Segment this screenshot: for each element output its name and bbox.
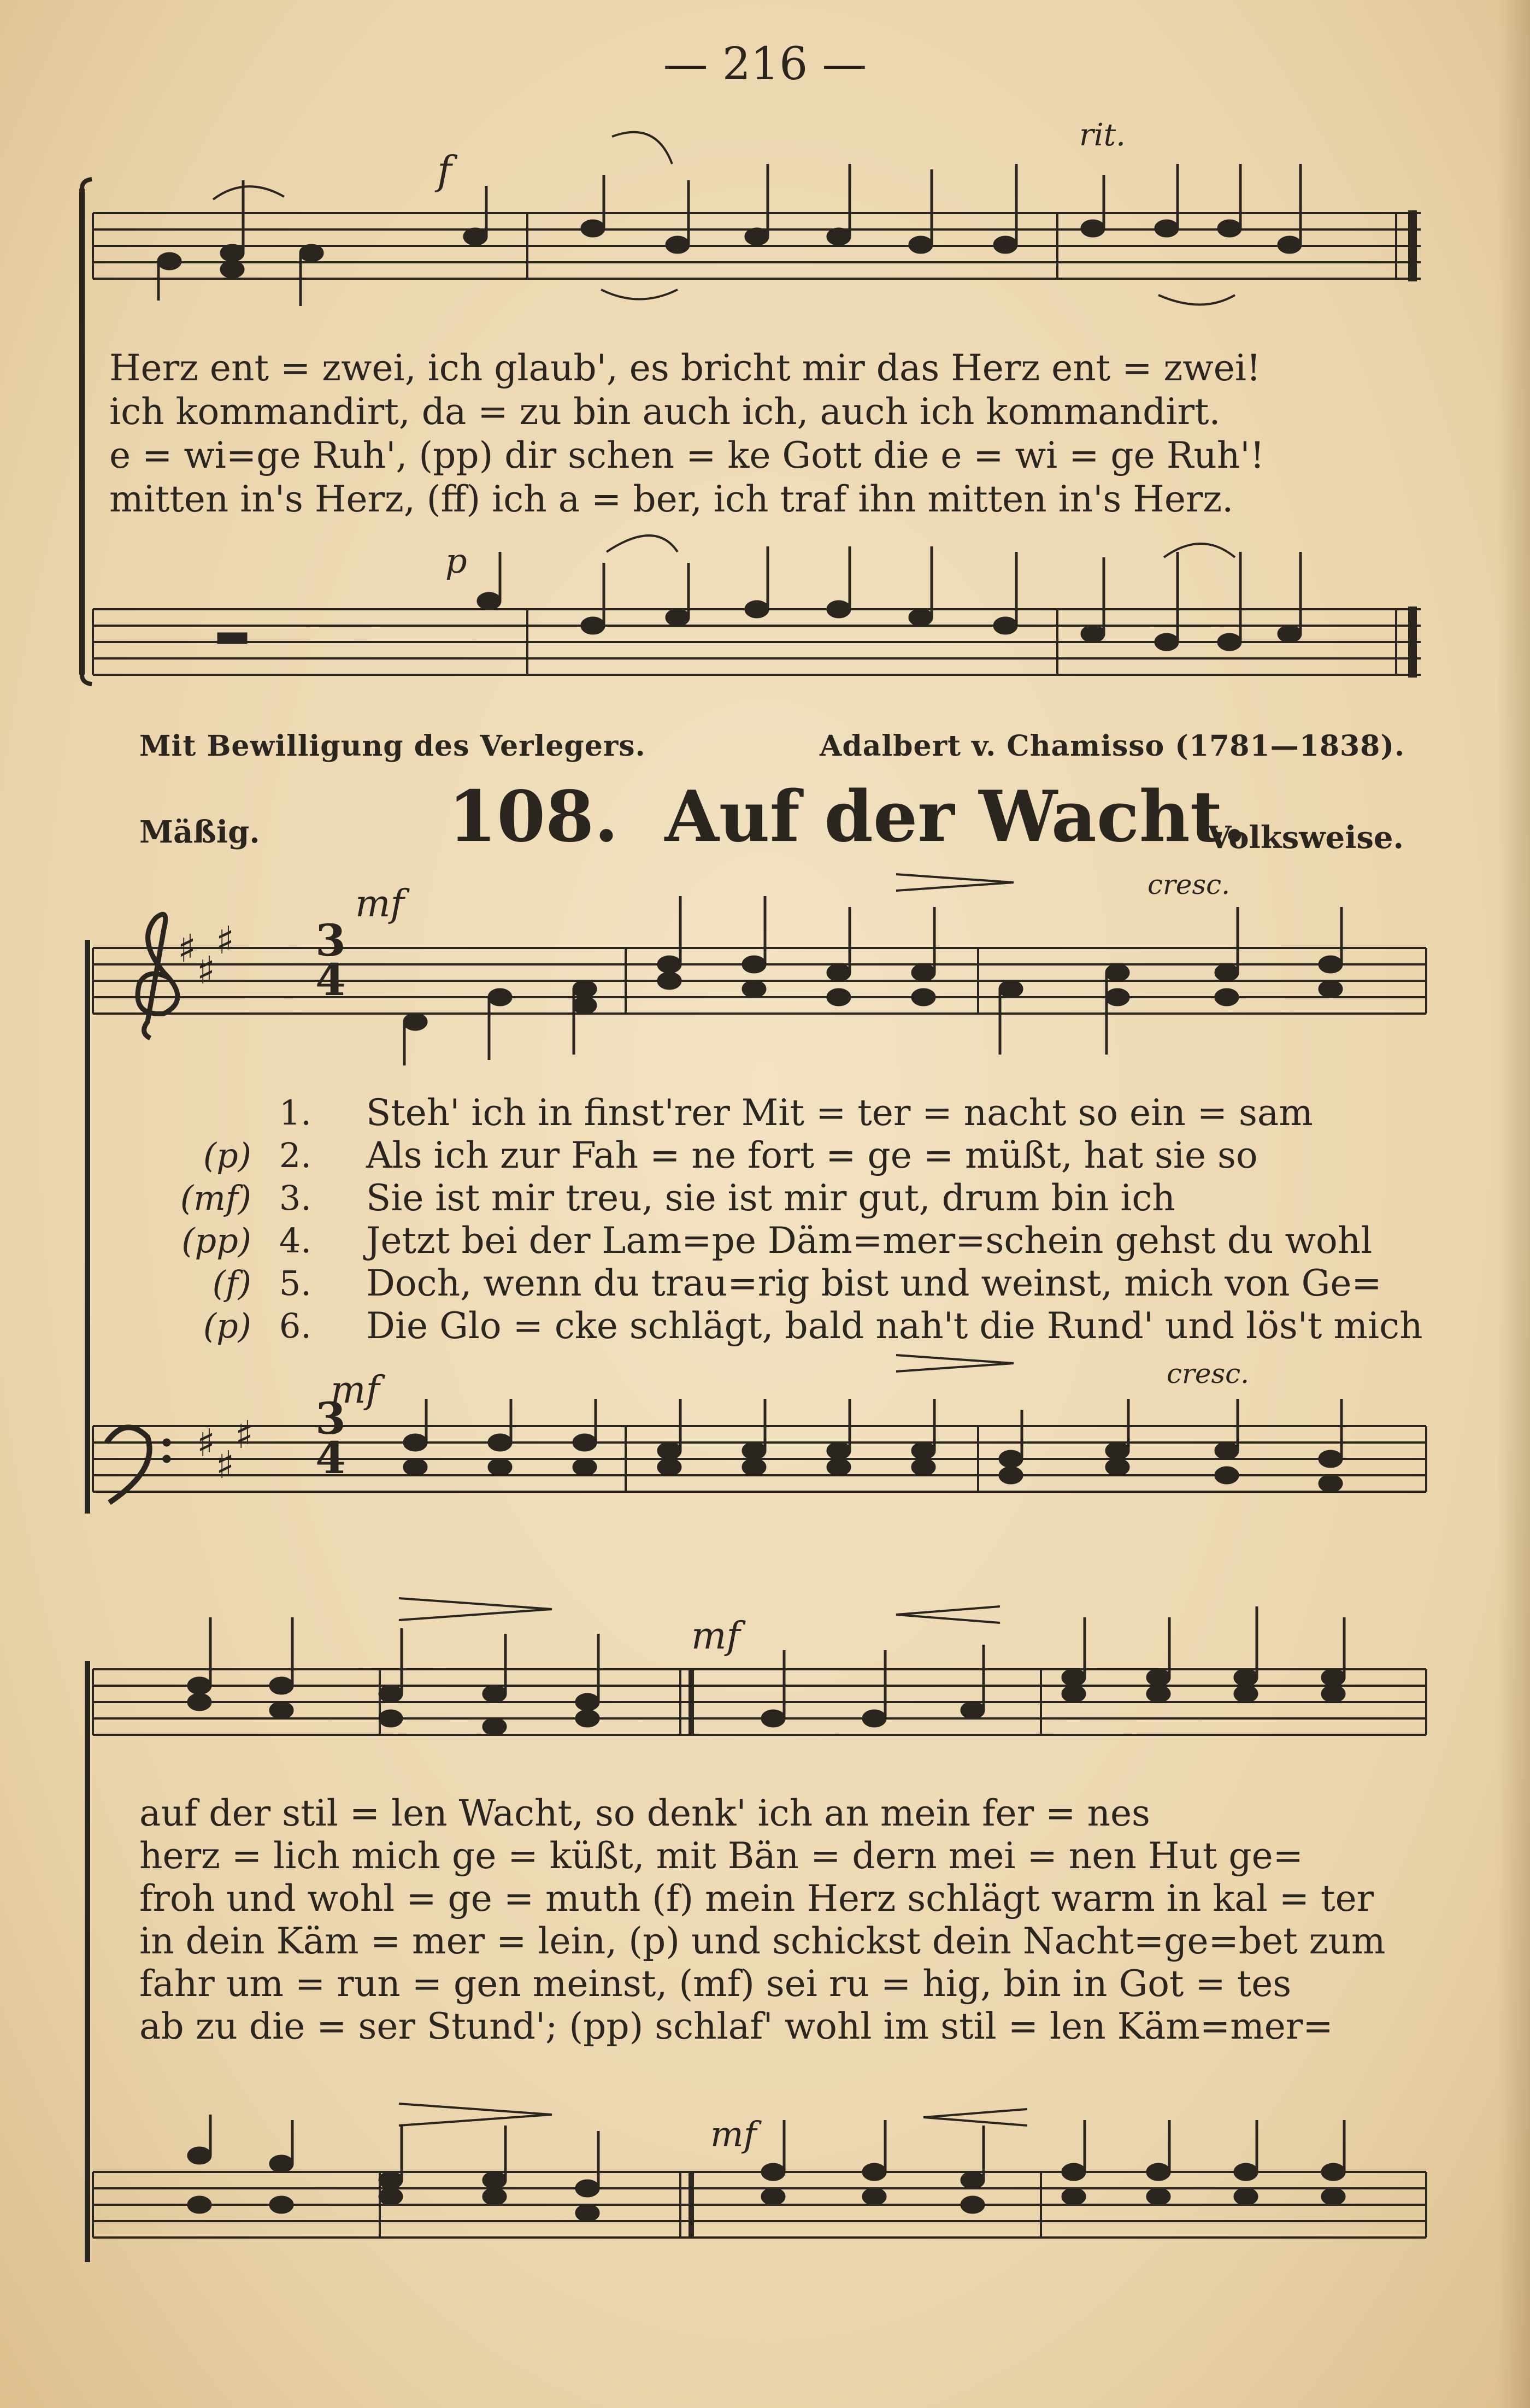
time-sig-bottom: 4	[315, 954, 346, 1005]
song-origin: Volksweise.	[1208, 820, 1404, 856]
verse-text: in dein Käm = mer = lein, (p) und schickst dein Nacht=ge=bet zum	[139, 1920, 1386, 1962]
verse-dynamic: (p)	[203, 1135, 251, 1175]
verse-dynamic: (mf)	[180, 1178, 251, 1218]
song-title: Auf der Wacht.	[664, 776, 1247, 858]
verse-text: Jetzt bei der Lam=pe Däm=mer=schein gehst du wohl	[366, 1220, 1373, 1262]
verse-dynamic: (p)	[203, 1306, 251, 1346]
verse-text: Doch, wenn du trau=rig bist und weinst, mich von Ge=	[366, 1262, 1382, 1304]
dynamic-marking-piano: p	[445, 541, 467, 581]
verse-number: 2.	[279, 1135, 311, 1175]
lyric-line: ich kommandirt, da = zu bin auch ich, auch ich kommandirt.	[109, 391, 1221, 433]
svg-text:♯: ♯	[216, 1443, 234, 1487]
lyric-line: mitten in's Herz, (ff) ich a = ber, ich traf ihn mitten in's Herz.	[109, 478, 1234, 520]
dynamic-mezzo-forte-system2-bass: mf	[710, 2115, 757, 2155]
time-sig-top: 3	[315, 915, 346, 966]
time-sig-top: 3	[315, 1393, 346, 1444]
verse-number: 6.	[279, 1306, 311, 1346]
verse-text: Als ich zur Fah = ne fort = ge = müßt, hat sie so	[366, 1134, 1258, 1176]
verse-dynamic: (f)	[212, 1263, 251, 1303]
crescendo-marking-bass: cresc.	[1167, 1358, 1250, 1390]
verse-number: 4.	[279, 1221, 311, 1261]
verse-text: Steh' ich in finst'rer Mit = ter = nacht so ein = sam	[366, 1092, 1313, 1134]
permission-credit: Mit Bewilligung des Verlegers.	[139, 729, 646, 763]
time-sig-bottom: 4	[315, 1432, 346, 1483]
svg-text:♯: ♯	[197, 1421, 215, 1465]
page-number: — 216 —	[663, 38, 867, 90]
svg-text:♯: ♯	[197, 948, 215, 993]
verse-dynamic: (pp)	[181, 1221, 251, 1261]
svg-text:♯: ♯	[216, 918, 234, 963]
crescendo-marking: cresc.	[1148, 869, 1231, 900]
tempo-marking: Mäßig.	[139, 814, 260, 850]
verse-text: froh und wohl = ge = muth (f) mein Herz schlägt warm in kal = ter	[139, 1877, 1374, 1920]
svg-text:♯: ♯	[178, 926, 196, 971]
verse-number: 5.	[279, 1263, 311, 1303]
dynamic-mezzo-forte: mf	[355, 882, 404, 926]
lyric-line: Herz ent = zwei, ich glaub', es bricht mir das Herz ent = zwei!	[109, 347, 1261, 389]
lyric-line: e = wi=ge Ruh', (pp) dir schen = ke Gott die e = wi = ge Ruh'!	[109, 434, 1265, 476]
verse-text: Sie ist mir treu, sie ist mir gut, drum bin ich	[366, 1177, 1175, 1219]
dynamic-mezzo-forte-system2: mf	[691, 1615, 740, 1658]
verse-number: 3.	[279, 1178, 311, 1218]
dynamic-marking-forte: f	[437, 148, 452, 193]
verse-text: Die Glo = cke schlägt, bald nah't die Rund' und lös't mich	[366, 1305, 1423, 1347]
verse-number: 1.	[279, 1093, 311, 1133]
dynamic-mezzo-forte-bass: mf	[331, 1369, 380, 1412]
verse-text: ab zu die = ser Stund'; (pp) schlaf' wohl im stil = len Käm=mer=	[139, 2005, 1333, 2047]
verse-text: auf der stil = len Wacht, so denk' ich an mein fer = nes	[139, 1792, 1150, 1834]
ritardando-marking: rit.	[1079, 117, 1126, 153]
verse-text: fahr um = run = gen meinst, (mf) sei ru = hig, bin in Got = tes	[139, 1963, 1292, 2005]
svg-text:♯: ♯	[235, 1412, 254, 1457]
verse-text: herz = lich mich ge = küßt, mit Bän = dern mei = nen Hut ge=	[139, 1835, 1303, 1877]
song-number: 108.	[448, 776, 619, 858]
author-credit: Adalbert v. Chamisso (1781—1838).	[820, 729, 1405, 763]
